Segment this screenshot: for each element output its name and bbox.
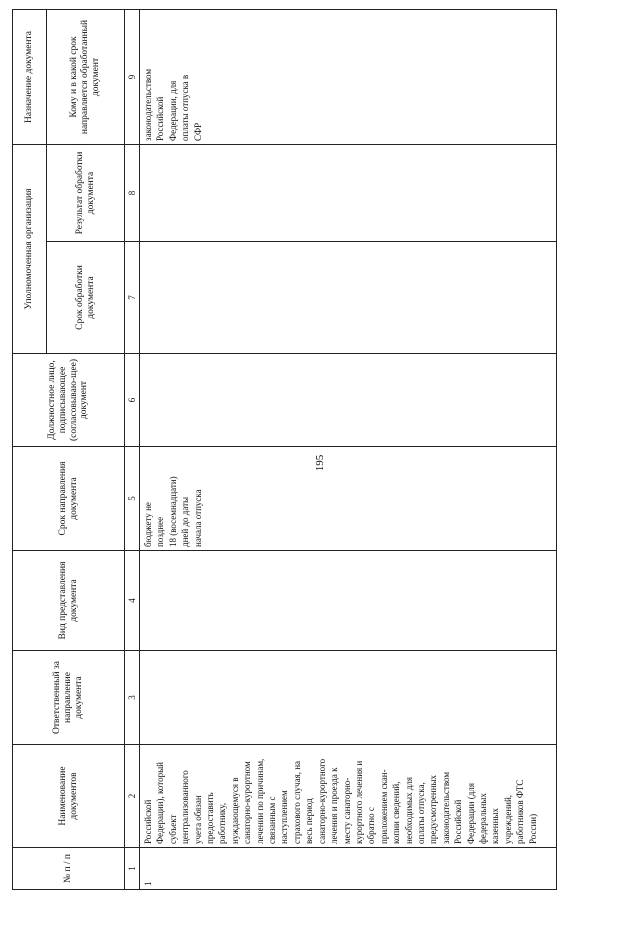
text-line: 18 (восемнадцати) [167,476,178,547]
document-table [12,9,557,890]
column-number: 6 [125,354,140,447]
text-line: копии сведений, [391,781,402,844]
text-line: начала отпуска [192,489,203,547]
text-line: учреждений, [502,794,513,844]
text-line: наступлением [279,790,290,844]
column-number: 4 [125,551,140,651]
text-line: субъект [167,814,178,844]
header-representation-type: Вид представления документа [13,551,125,651]
row-number: 1 [140,848,557,890]
text-line: казенных [490,808,501,844]
text-line: месту санаторно- [341,777,352,844]
text-line: оплаты отпуска, [415,782,426,844]
text-line: санаторно-курортном [242,761,253,844]
text-line: Российской [155,96,166,141]
text-line: Российской [453,799,464,844]
text-line: работнику, [217,802,228,844]
processing-term-cell [140,242,557,354]
text-line: оплаты отпуска в [180,74,191,141]
representation-type-cell [140,551,557,651]
text-line: предоставить [205,792,216,844]
header-responsible: Ответственный за направление документа [13,651,125,745]
text-line: позднее [155,516,166,547]
header-processing-result: Результат обработки документа [47,144,125,241]
text-line: приложением скан- [378,769,389,844]
header-number: № п / п [13,848,125,890]
text-line: СФР [192,122,203,141]
text-line: Российской [143,799,153,844]
header-direction-term: Срок направления документа [13,447,125,551]
text-line: дней до даты [180,496,191,547]
header-destination: Кому и в какой срок направляется обработанный документ [47,9,125,144]
destination-cell [140,9,557,144]
text-line: Федерации), который [155,762,166,844]
text-line: России) [527,813,538,844]
text-line: необходимых для [403,776,414,844]
text-line: нуждающемуся в [229,777,240,844]
text-line: законодательством [440,771,451,844]
table-row [140,9,557,889]
signing-official-cell [140,354,557,447]
text-line: бюджету не [143,502,153,547]
header-purpose: Назначение документа [13,9,47,144]
direction-term-cell [140,447,557,551]
text-line: учета обязан [192,795,203,844]
text-line: страхового случая, на [291,760,302,844]
text-line: обратно с [366,807,377,844]
header-signing-official: Должностное лицо, подписывающее (согласовываю-щее) документ [13,354,125,447]
column-number: 3 [125,651,140,745]
text-line: предусмотренных [428,774,439,844]
text-line: лечении по причинам, [254,758,265,844]
column-number: 9 [125,9,140,144]
document-name-cell [140,745,557,848]
page-number: 195 [314,454,326,472]
text-line: лечения и проезда к [329,767,340,844]
rotated-table-container [12,10,557,890]
column-number: 5 [125,447,140,551]
column-number: 1 [125,848,140,890]
header-authorized-organization: Уполномоченная организация [13,144,47,353]
text-line: санаторно-курортного [316,758,327,844]
text-line: Федерации, для [167,80,178,141]
responsible-cell [140,651,557,745]
header-document-name: Наименование документов [13,745,125,848]
text-line: работников ФТС [515,779,526,844]
text-line: связанным с [267,796,278,844]
text-line: централизованного [180,770,191,844]
text-line: курортного лечения и [353,760,364,844]
text-line: законодательством [143,68,153,141]
column-number: 2 [125,745,140,848]
processing-result-cell [140,144,557,241]
text-line: весь период [304,798,315,844]
column-number: 8 [125,144,140,241]
column-number: 7 [125,242,140,354]
text-line: федеральных [477,793,488,844]
header-processing-term: Срок обработки документа [47,242,125,354]
text-line: Федерации (для [465,783,476,844]
